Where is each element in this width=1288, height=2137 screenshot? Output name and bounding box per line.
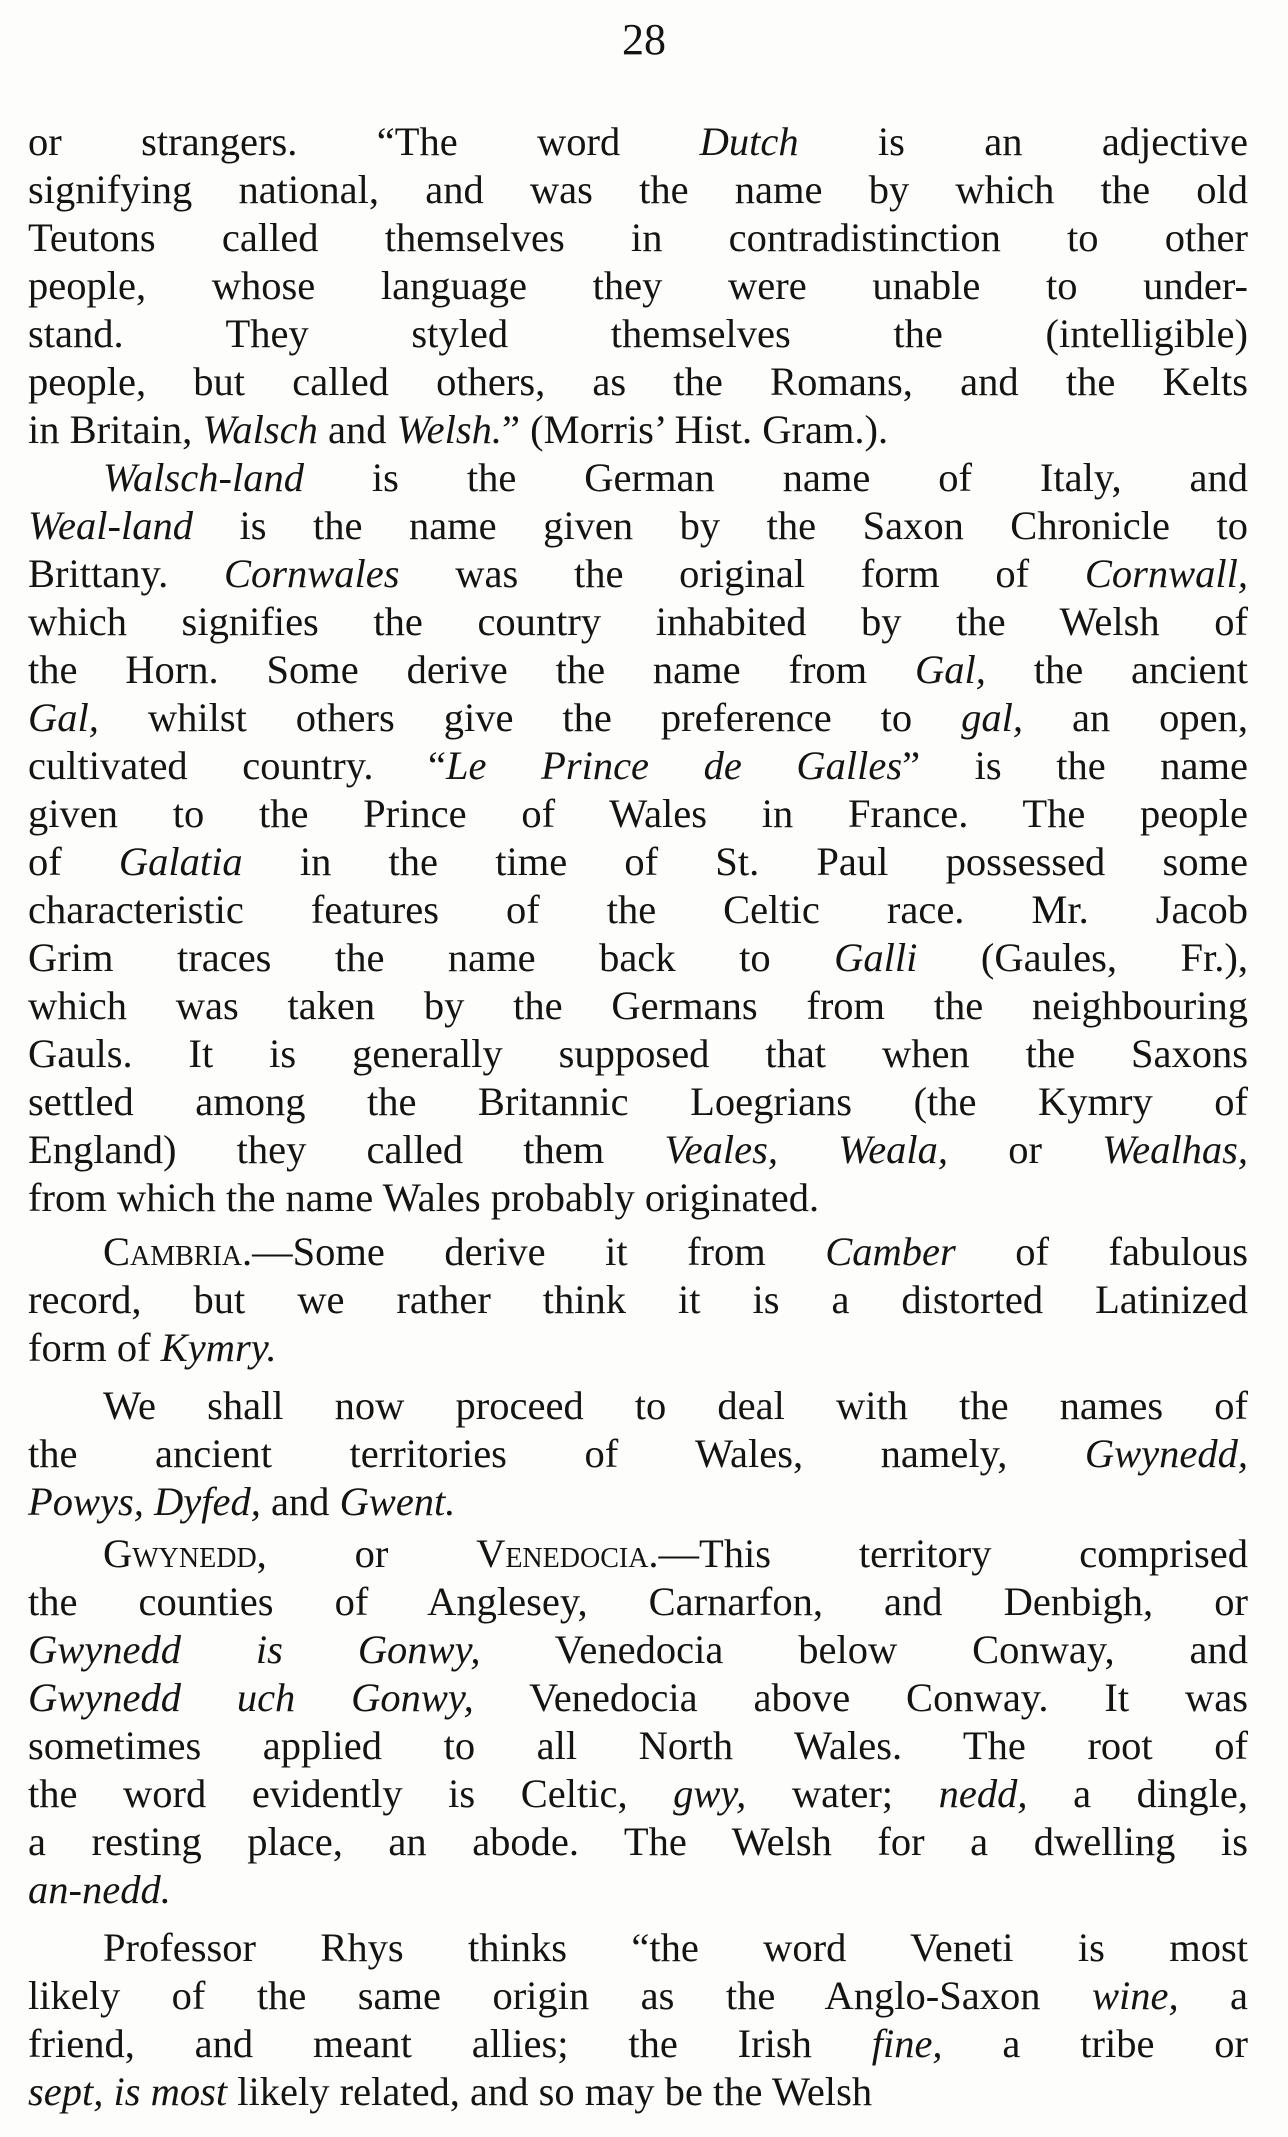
italic-term: Welsh. (396, 407, 503, 452)
italic-term: Galli (834, 935, 918, 980)
text-line: characteristic features of the Celtic race. Mr. Jacob (28, 887, 1248, 932)
italic-term: Dyfed, (154, 1479, 261, 1524)
text-line: Powys, Dyfed, and Gwent. (28, 1479, 456, 1524)
text-line: form of Kymry. (28, 1325, 277, 1370)
italic-term: Gal, (915, 647, 986, 692)
italic-term: Powys, (28, 1479, 144, 1524)
text-line: record, but we rather think it is a distorted Latinized (28, 1277, 1248, 1322)
paragraph (28, 454, 1248, 1222)
text-line: in Britain, Walsch and Welsh.” (Morris’ Hist. Gram.). (28, 407, 889, 452)
text-line: sometimes applied to all North Wales. The root of (28, 1723, 1248, 1768)
italic-term: Gwynedd is Gonwy, (28, 1627, 481, 1672)
text-line: the Horn. Some derive the name from Gal, the ancient (28, 647, 1248, 692)
text-line: Gwynedd, or Venedocia.—This territory comprised (103, 1531, 1248, 1576)
italic-term: Gwynedd, (1084, 1431, 1248, 1476)
italic-term: Cornwales (223, 551, 400, 596)
text-line: people, but called others, as the Romans, and the Kelts (28, 359, 1248, 404)
text-line: which signifies the country inhabited by the Welsh of (28, 599, 1248, 644)
text-line: Cambria.—Some derive it from Camber of fabulous (103, 1229, 1248, 1274)
text-line: from which the name Wales probably originated. (28, 1175, 820, 1220)
text-line: signifying national, and was the name by which the old (28, 167, 1248, 212)
text-line: settled among the Britannic Loegrians (the Kymry of (28, 1079, 1248, 1124)
text-line: given to the Prince of Wales in France. The people (28, 791, 1248, 836)
text-line: which was taken by the Germans from the neighbouring (28, 983, 1248, 1028)
section-heading: Gwynedd, (103, 1531, 267, 1576)
paragraph (28, 1228, 1248, 1372)
text-line: the ancient territories of Wales, namely, Gwynedd, (28, 1431, 1248, 1476)
text-line: sept, is most likely related, and so may be the Welsh (28, 2069, 873, 2114)
text-line: England) they called them Veales, Weala, or Wealhas, (28, 1127, 1248, 1172)
italic-term: nedd, (938, 1771, 1028, 1816)
paragraph (28, 1530, 1248, 1914)
text-line: Gal, whilst others give the preference to gal, an open, (28, 695, 1249, 740)
text-line: the counties of Anglesey, Carnarfon, and Denbigh, or (28, 1579, 1248, 1624)
text-line: Weal-land is the name given by the Saxon Chronicle to (28, 503, 1248, 548)
italic-term: Veales, (664, 1127, 779, 1172)
text-line: Brittany. Cornwales was the original form of Cornwall, (28, 551, 1248, 596)
section-heading: Cambria. (103, 1229, 253, 1274)
italic-term: fine, (871, 2021, 943, 2066)
text-line: cultivated country. “Le Prince de Galles” is the name (28, 743, 1249, 788)
text-line: the word evidently is Celtic, gwy, water; nedd, a dingle, (28, 1771, 1248, 1816)
paragraph (28, 1382, 1248, 1526)
italic-term: Gwynedd uch Gonwy, (28, 1675, 474, 1720)
italic-term: Gwent. (339, 1479, 456, 1524)
text-line: Gwynedd is Gonwy, Venedocia below Conway, and (28, 1627, 1248, 1672)
italic-term: sept, is most (28, 2069, 228, 2114)
text-line: We shall now proceed to deal with the names of (103, 1383, 1248, 1428)
italic-term: an-nedd. (28, 1867, 171, 1912)
italic-term: wine, (1091, 1973, 1179, 2018)
text-line: Gauls. It is generally supposed that when the Saxons (28, 1031, 1248, 1076)
text-line: Grim traces the name back to Galli (Gaules, Fr.), (28, 935, 1248, 980)
italic-term: Camber (825, 1229, 956, 1274)
italic-term: Weal-land (28, 503, 193, 548)
italic-term: gwy, (673, 1771, 747, 1816)
text-line: or strangers. “The word Dutch is an adjective (28, 119, 1248, 164)
paragraph (28, 1924, 1248, 2116)
italic-term: Le Prince de Galles (446, 743, 903, 788)
italic-term: Walsch (202, 407, 318, 452)
italic-term: Cornwall, (1084, 551, 1248, 596)
paragraph (28, 118, 1248, 454)
text-line: stand. They styled themselves the (intelligible) (28, 311, 1248, 356)
italic-term: Dutch (699, 119, 799, 164)
page-number: 28 (622, 15, 666, 64)
text-line (28, 1866, 1248, 1914)
italic-term: Weala, (838, 1127, 949, 1172)
italic-term: Gal, (28, 695, 99, 740)
italic-term: Walsch-land (103, 455, 304, 500)
text-line: friend, and meant allies; the Irish fine, a tribe or (28, 2021, 1248, 2066)
italic-term: Wealhas, (1102, 1127, 1248, 1172)
text-line: people, whose language they were unable to under- (28, 263, 1248, 308)
text-line: Walsch-land is the German name of Italy, and (103, 455, 1248, 500)
text-line: of Galatia in the time of St. Paul possessed some (28, 839, 1248, 884)
text-line: likely of the same origin as the Anglo-Saxon wine, a (28, 1973, 1249, 2018)
italic-term: Galatia (118, 839, 243, 884)
italic-term: Kymry. (160, 1325, 277, 1370)
text-line: a resting place, an abode. The Welsh for a dwelling is (28, 1819, 1248, 1864)
body-text (28, 118, 1248, 2116)
text-line: Teutons called themselves in contradistinction to other (28, 215, 1248, 260)
text-line: Gwynedd uch Gonwy, Venedocia above Conway. It was (28, 1675, 1248, 1720)
text-line: Professor Rhys thinks “the word Veneti is most (103, 1925, 1248, 1970)
section-heading: Venedocia. (476, 1531, 659, 1576)
italic-term: gal, (961, 695, 1024, 740)
